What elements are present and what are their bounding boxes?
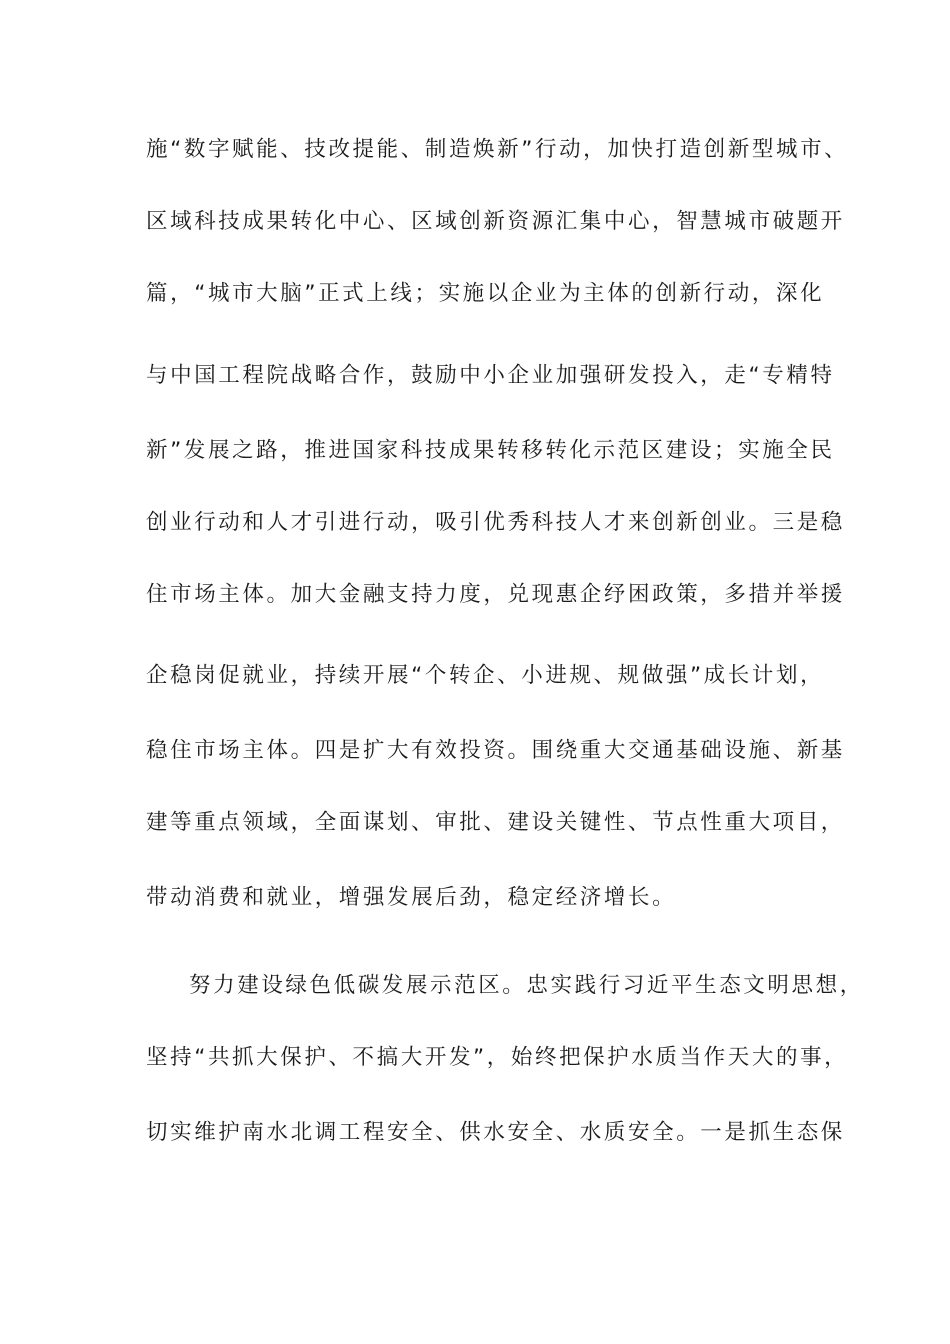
- text-line: 企稳岗促就业，持续开展“个转企、小进规、规做强”成长计划，: [146, 663, 825, 688]
- paragraph-first-line: 努力建设绿色低碳发展示范区。忠实践行习近平生态文明思想，: [189, 973, 864, 998]
- text-line: 坚持“共抓大保护、不搞大开发”，始终把保护水质当作天大的事，: [146, 1045, 849, 1070]
- text-line: 建等重点领域，全面谋划、审批、建设关键性、节点性重大项目，: [146, 810, 845, 835]
- text-line: 住市场主体。加大金融支持力度，兑现惠企纾困政策，多措并举援: [146, 582, 845, 607]
- text-line: 施“数字赋能、技改提能、制造焕新”行动，加快打造创新型城市、: [146, 137, 849, 162]
- text-line: 稳住市场主体。四是扩大有效投资。围绕重大交通基础设施、新基: [146, 738, 845, 763]
- text-line: 与中国工程院战略合作，鼓励中小企业加强研发投入，走“专精特: [146, 363, 835, 388]
- text-line: 篇，“城市大脑”正式上线；实施以企业为主体的创新行动，深化: [146, 281, 825, 306]
- text-line: 新”发展之路，推进国家科技成果转移转化示范区建设；实施全民: [146, 438, 835, 463]
- text-line: 带动消费和就业，增强发展后劲，稳定经济增长。: [146, 885, 677, 910]
- text-line: 切实维护南水北调工程安全、供水安全、水质安全。一是抓生态保: [146, 1120, 845, 1145]
- text-line: 区域科技成果转化中心、区域创新资源汇集中心，智慧城市破题开: [146, 209, 845, 234]
- text-line: 创业行动和人才引进行动，吸引优秀科技人才来创新创业。三是稳: [146, 510, 845, 535]
